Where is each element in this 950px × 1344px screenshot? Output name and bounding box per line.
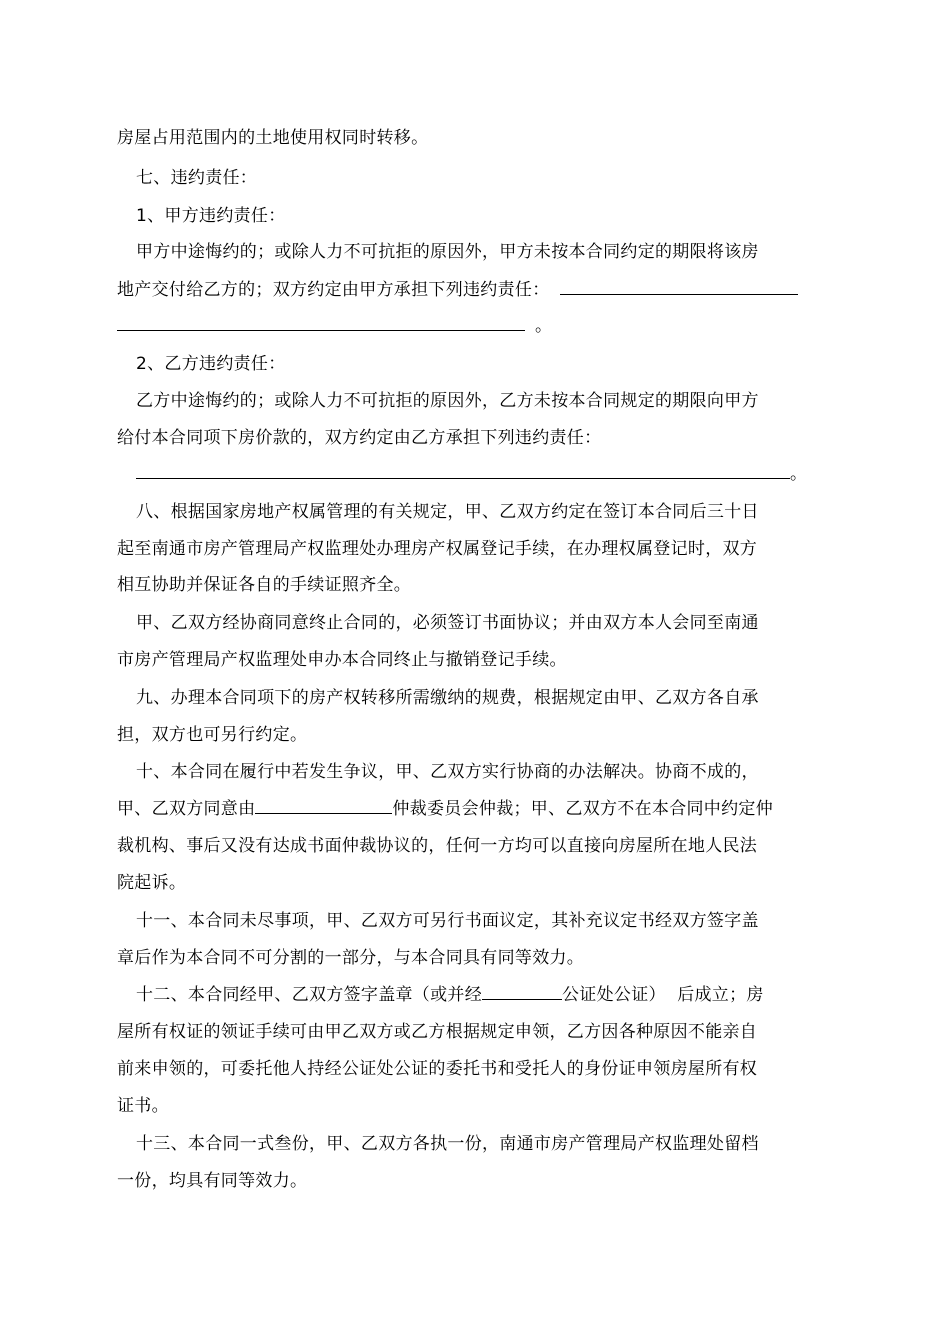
- paragraph-line: 起至南通市房产管理局产权监理处办理房产权属登记手续，在办理权属登记时，双方: [117, 539, 758, 559]
- section-heading-12: [136, 984, 764, 1006]
- paragraph-line: 乙方中途悔约的；或除人力不可抗拒的原因外，乙方未按本合同规定的期限向甲方: [136, 391, 759, 411]
- subsection-heading-party-b: 2、乙方违约责任：: [136, 354, 286, 374]
- paragraph-line: 房屋占用范围内的土地使用权同时转移。: [117, 128, 429, 148]
- fill-in-blank[interactable]: [560, 280, 798, 295]
- paragraph-line: 相互协助并保证各自的手续证照齐全。: [117, 575, 412, 595]
- fill-in-blank[interactable]: [255, 799, 392, 814]
- paragraph-text: 甲、乙双方同意由: [117, 799, 256, 819]
- period-mark: 。: [535, 316, 553, 336]
- paragraph-text: 十二、本合同经甲、乙双方签字盖章（或并经: [136, 985, 482, 1005]
- fill-in-blank[interactable]: [482, 985, 562, 1000]
- fill-in-blank[interactable]: [136, 464, 790, 479]
- section-heading-9: 九、办理本合同项下的房产权转移所需缴纳的规费，根据规定由甲、乙双方各自承: [136, 688, 759, 708]
- paragraph-line: [117, 798, 773, 820]
- section-heading-13: 十三、本合同一式叁份，甲、乙双方各执一份，南通市房产管理局产权监理处留档: [136, 1134, 759, 1154]
- paragraph-line: [117, 315, 552, 337]
- paragraph-text: 地产交付给乙方的；双方约定由甲方承担下列违约责任：: [117, 280, 550, 300]
- paragraph-line: 裁机构、事后又没有达成书面仲裁协议的，任何一方均可以直接向房屋所在地人民法: [117, 836, 758, 856]
- section-heading-7: 七、违约责任：: [136, 168, 258, 188]
- paragraph-line: [136, 463, 807, 485]
- section-heading-8: 八、根据国家房地产权属管理的有关规定，甲、乙双方约定在签订本合同后三十日: [136, 502, 759, 522]
- paragraph-text: 仲裁委员会仲裁；甲、乙双方不在本合同中约定仲: [392, 799, 774, 819]
- section-heading-11: 十一、本合同未尽事项，甲、乙双方可另行书面议定，其补充议定书经双方签字盖: [136, 911, 759, 931]
- fill-in-blank[interactable]: [117, 316, 525, 331]
- paragraph-line: 甲、乙双方经协商同意终止合同的，必须签订书面协议；并由双方本人会同至南通: [136, 613, 759, 633]
- period-mark: 。: [790, 464, 808, 484]
- paragraph-line: [117, 279, 798, 301]
- paragraph-line: 院起诉。: [117, 873, 187, 893]
- paragraph-line: 证书。: [117, 1096, 169, 1116]
- paragraph-line: 担，双方也可另行约定。: [117, 725, 308, 745]
- paragraph-line: 前来申领的，可委托他人持经公证处公证的委托书和受托人的身份证申领房屋所有权: [117, 1059, 758, 1079]
- paragraph-line: 屋所有权证的领证手续可由甲乙双方或乙方根据规定申领，乙方因各种原因不能亲自: [117, 1022, 758, 1042]
- paragraph-line: 市房产管理局产权监理处申办本合同终止与撤销登记手续。: [117, 650, 567, 670]
- paragraph-text: 公证处公证） 后成立；房: [562, 985, 764, 1005]
- subsection-heading-party-a: 1、甲方违约责任：: [136, 206, 286, 226]
- paragraph-line: 给付本合同项下房价款的，双方约定由乙方承担下列违约责任：: [117, 428, 602, 448]
- section-heading-10: 十、本合同在履行中若发生争议，甲、乙双方实行协商的办法解决。协商不成的，: [136, 762, 759, 782]
- paragraph-line: 章后作为本合同不可分割的一部分，与本合同具有同等效力。: [117, 948, 585, 968]
- paragraph-line: 一份，均具有同等效力。: [117, 1171, 308, 1191]
- paragraph-line: 甲方中途悔约的；或除人力不可抗拒的原因外，甲方未按本合同约定的期限将该房: [136, 242, 759, 262]
